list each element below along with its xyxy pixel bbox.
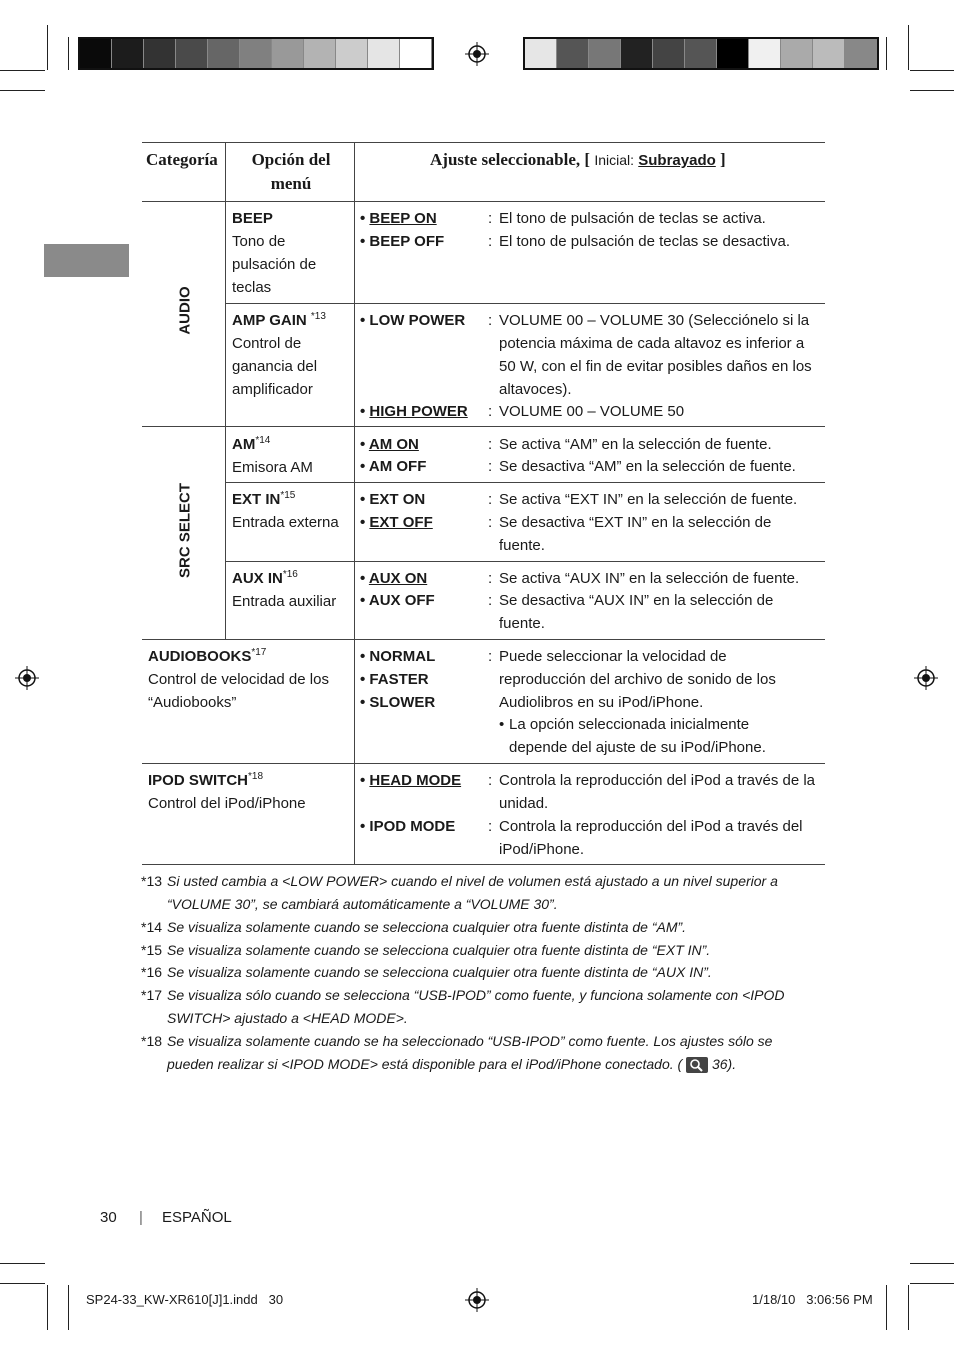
option-ipod-mode: • IPOD MODE	[360, 818, 456, 835]
footnote-mark: *16	[141, 964, 163, 980]
option-desc: VOLUME 00 – VOLUME 30 (Selecciónelo si la potencia máxima de cada altavoz es inferior a 50 W, con el fin de evitar posibles daños en los altavoces).	[499, 312, 812, 398]
colon: :	[488, 436, 493, 453]
option-aux-off: • AUX OFF	[360, 592, 435, 609]
option-low-power: • LOW POWER	[360, 312, 466, 329]
header-setting	[430, 148, 726, 173]
page-language: ESPAÑOL	[162, 1209, 232, 1226]
menu-name: AM	[232, 436, 256, 453]
footnote-text: Se visualiza solamente cuando se selecciona cualquier otra fuente distinta de “AM”.	[167, 919, 687, 935]
page-separator: |	[139, 1209, 143, 1226]
footnote-text: Si usted cambia a <LOW POWER> cuando el nivel de volumen está ajustado a un nivel superior a “VOLUME 30”, se cambiará automáticamente a “VOLUME 30”.	[167, 873, 778, 912]
magnifier-icon	[686, 1057, 708, 1073]
option-faster: • FASTER	[360, 671, 429, 688]
registration-mark-bottom-icon	[465, 1288, 489, 1312]
registration-mark-right-icon	[914, 666, 938, 690]
option-beep-on: • BEEP ON	[360, 210, 437, 227]
colon: :	[488, 210, 493, 227]
language-tab	[44, 244, 129, 277]
colon: :	[488, 458, 493, 475]
option-desc: Se activa “AUX IN” en la selección de fuente.	[499, 570, 800, 587]
option-slower: • SLOWER	[360, 694, 436, 711]
option-am-on: • AM ON	[360, 436, 419, 453]
menu-name: AUDIOBOOKS	[148, 648, 252, 665]
footnote-mark: *18	[141, 1033, 163, 1049]
header-menu-option: Opción del menú	[251, 150, 331, 193]
header-initial-label: Inicial:	[594, 152, 634, 168]
footnote-text: Se visualiza sólo cuando se selecciona “USB-IPOD” como fuente, y funciona solamente con <IPOD SWITCH> ajustado a <HEAD MODE>.	[167, 987, 785, 1026]
colon: :	[488, 570, 493, 587]
footnote-mark: *17	[141, 987, 163, 1003]
menu-desc: Control del iPod/iPhone	[148, 795, 306, 812]
option-desc: Se desactiva “AUX IN” en la selección de fuente.	[499, 592, 774, 632]
colon: :	[488, 312, 493, 329]
menu-aux-in: AUX IN$^{*16}$ Entrada auxiliar	[232, 569, 337, 610]
option-desc: Se desactiva “AM” en la selección de fuente.	[499, 458, 796, 475]
header-category: Categoría	[146, 150, 218, 169]
footnote-text: Se visualiza solamente cuando se selecciona cualquier otra fuente distinta de “EXT IN”.	[167, 942, 711, 958]
colon: :	[488, 491, 493, 508]
header-initial-value: Subrayado	[638, 152, 716, 169]
registration-mark-left-icon	[15, 666, 39, 690]
category-audio: AUDIO	[176, 286, 194, 335]
footnote-mark: *14	[141, 919, 163, 935]
menu-desc: Emisora AM	[232, 459, 313, 476]
audiobooks-bullet: •	[499, 716, 505, 733]
option-desc: Se desactiva “EXT IN” en la selección de fuente.	[499, 514, 772, 554]
slug-file: SP24-33_KW-XR610[J]1.indd 30	[86, 1292, 284, 1307]
menu-audiobooks: AUDIOBOOKS$^{*17}$ Control de velocidad de los “Audiobooks”	[148, 647, 329, 711]
menu-name: IPOD SWITCH	[148, 772, 248, 789]
option-head-mode: • HEAD MODE	[360, 772, 462, 789]
colon: :	[488, 592, 493, 609]
page-number: 30	[100, 1209, 117, 1226]
menu-desc: Tono de pulsación de teclas	[232, 233, 317, 296]
menu-ipod-switch: IPOD SWITCH$^{*18}$ Control del iPod/iPhone	[148, 771, 306, 812]
menu-name: BEEP	[232, 210, 273, 227]
menu-name: EXT IN	[232, 491, 281, 508]
menu-name: AUX IN	[232, 570, 283, 587]
colon: :	[488, 648, 493, 665]
colon: :	[488, 818, 493, 835]
audiobooks-subnote: La opción seleccionada inicialmente depende del ajuste de su iPod/iPhone.	[509, 716, 766, 756]
option-desc: Se activa “AM” en la selección de fuente.	[499, 436, 772, 453]
option-desc: Se activa “EXT IN” en la selección de fuente.	[499, 491, 798, 508]
option-am-off: • AM OFF	[360, 458, 427, 475]
menu-ext-in: EXT IN$^{*15}$ Entrada externa	[232, 490, 339, 531]
menu-am: AM$^{*14}$ Emisora AM	[232, 435, 313, 476]
option-ext-off: • EXT OFF	[360, 514, 433, 531]
menu-beep	[232, 207, 350, 299]
footnote-text: Se visualiza solamente cuando se selecciona cualquier otra fuente distinta de “AUX IN”.	[167, 964, 712, 980]
option-desc: Controla la reproducción del iPod a través del iPod/iPhone.	[499, 818, 803, 858]
menu-desc: Control de ganancia del amplificador	[232, 335, 318, 398]
option-normal: • NORMAL	[360, 648, 436, 665]
colon: :	[488, 772, 493, 789]
color-bar-right	[523, 37, 879, 70]
option-beep-off: • BEEP OFF	[360, 233, 445, 250]
footnote-mark: *15	[141, 942, 163, 958]
colon: :	[488, 403, 493, 420]
slug-date: 1/18/10 3:06:56 PM	[752, 1292, 873, 1307]
option-aux-on: • AUX ON	[360, 570, 428, 587]
colon: :	[488, 233, 493, 250]
option-high-power: • HIGH POWER	[360, 403, 468, 420]
menu-name: AMP GAIN	[232, 312, 307, 329]
audiobooks-note: Puede seleccionar la velocidad de reproducción del archivo de sonido de los Audiolibros en su iPod/iPhone.	[499, 648, 776, 711]
option-desc: Controla la reproducción del iPod a través de la unidad.	[499, 772, 816, 812]
option-desc: El tono de pulsación de teclas se desactiva.	[499, 233, 791, 250]
header-close-bracket: ]	[720, 150, 726, 169]
footnote-text: Se visualiza solamente cuando se ha seleccionado “USB-IPOD” como fuente. Los ajustes sólo se pueden realizar si <IPOD MODE> está disponible para el iPod/iPhone conectado. ( 36).	[167, 1033, 773, 1072]
category-src-select: SRC SELECT	[176, 483, 194, 579]
colon: :	[488, 514, 493, 531]
option-ext-on: • EXT ON	[360, 491, 426, 508]
menu-desc: Entrada auxiliar	[232, 593, 337, 610]
option-desc: VOLUME 00 – VOLUME 50	[499, 403, 685, 420]
registration-mark-top-icon	[465, 42, 489, 66]
option-desc: El tono de pulsación de teclas se activa.	[499, 210, 766, 227]
menu-desc: Control de velocidad de los “Audiobooks”	[148, 671, 329, 711]
footnote-mark: *13	[141, 873, 163, 889]
menu-desc: Entrada externa	[232, 514, 339, 531]
menu-amp-gain: AMP GAIN $^{*13}$ Control de ganancia del amplificador	[232, 311, 326, 398]
color-bar-left	[78, 37, 434, 70]
header-setting-label: Ajuste seleccionable, [	[430, 150, 591, 169]
